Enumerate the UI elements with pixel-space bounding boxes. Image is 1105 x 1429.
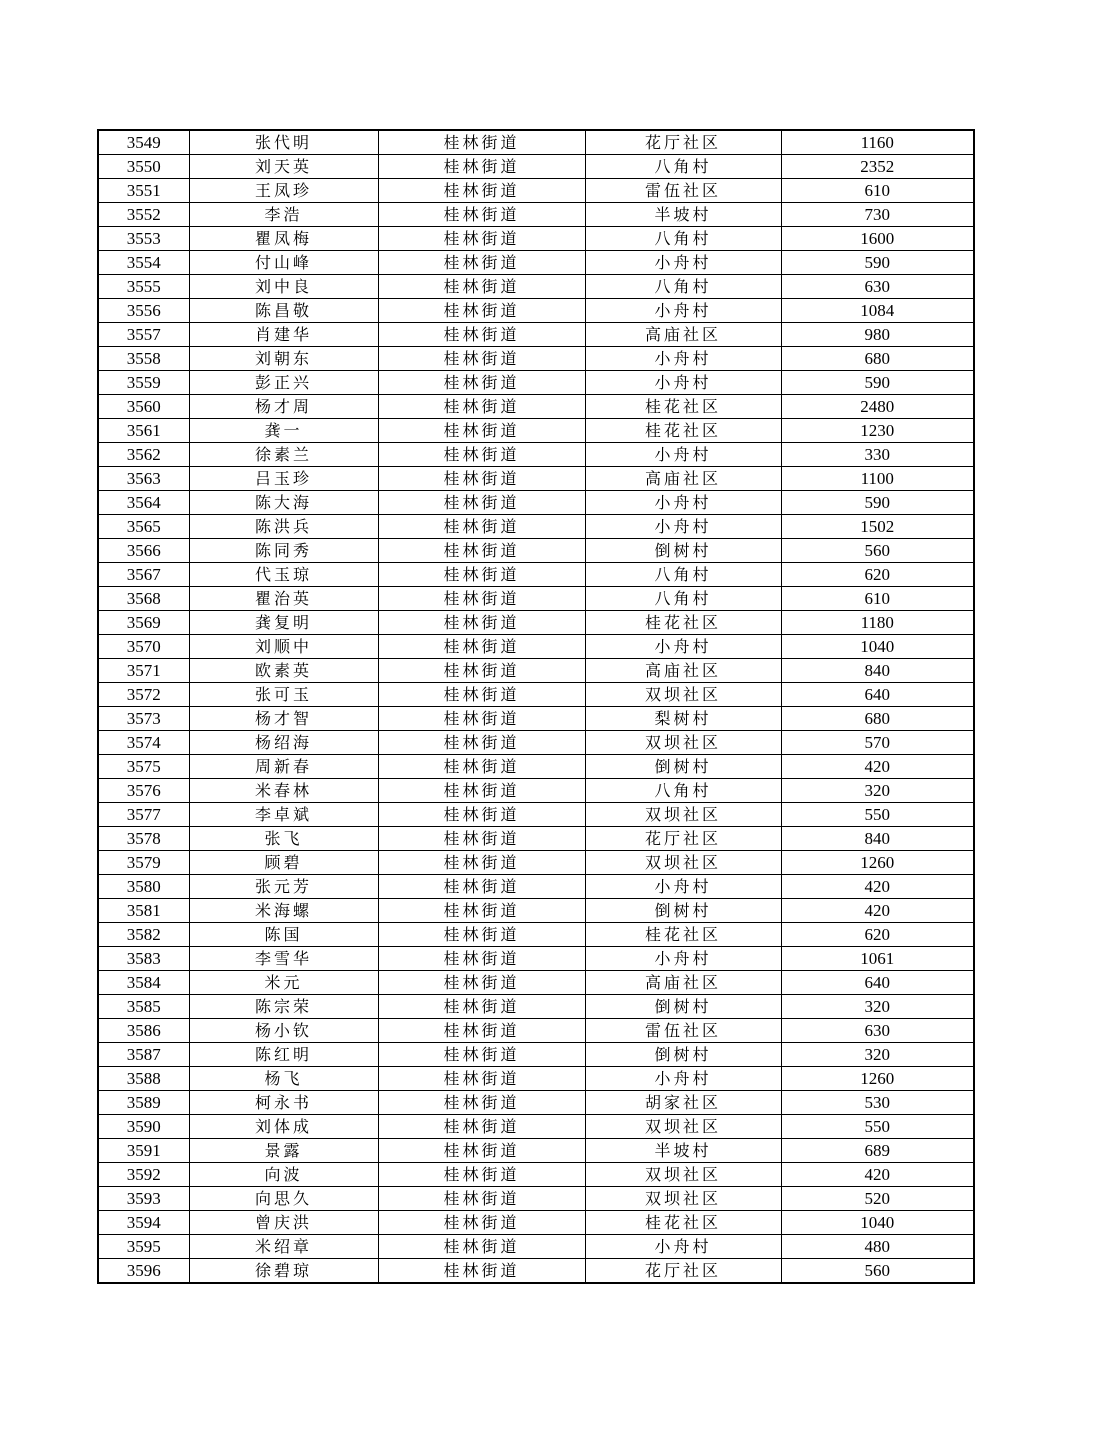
amount-cell: 1260 [781,1067,974,1091]
amount-cell: 1040 [781,1211,974,1235]
amount-cell: 330 [781,443,974,467]
street-cell: 桂林街道 [378,731,585,755]
street-cell: 桂林街道 [378,203,585,227]
person-name-cell: 刘朝东 [189,347,378,371]
person-name-cell: 代玉琼 [189,563,378,587]
person-name-cell: 向思久 [189,1187,378,1211]
serial-number-cell: 3549 [98,130,189,155]
serial-number-cell: 3577 [98,803,189,827]
table-row [98,611,974,635]
amount-cell: 590 [781,371,974,395]
person-name-cell: 柯永书 [189,1091,378,1115]
table-row [98,587,974,611]
community-cell: 双坝社区 [585,851,781,875]
community-cell: 双坝社区 [585,1187,781,1211]
community-cell: 倒树村 [585,899,781,923]
serial-number-cell: 3572 [98,683,189,707]
amount-cell: 550 [781,803,974,827]
table-row [98,155,974,179]
community-cell: 小舟村 [585,491,781,515]
amount-cell: 1160 [781,130,974,155]
street-cell: 桂林街道 [378,395,585,419]
amount-cell: 840 [781,827,974,851]
table-row [98,491,974,515]
community-cell: 桂花社区 [585,611,781,635]
person-name-cell: 陈国 [189,923,378,947]
community-cell: 双坝社区 [585,1115,781,1139]
community-cell: 小舟村 [585,515,781,539]
table-row [98,779,974,803]
serial-number-cell: 3575 [98,755,189,779]
community-cell: 八角村 [585,227,781,251]
street-cell: 桂林街道 [378,1091,585,1115]
community-cell: 雷伍社区 [585,179,781,203]
person-name-cell: 李卓斌 [189,803,378,827]
community-cell: 梨树村 [585,707,781,731]
community-cell: 桂花社区 [585,395,781,419]
amount-cell: 560 [781,539,974,563]
amount-cell: 980 [781,323,974,347]
table-row [98,923,974,947]
person-name-cell: 欧素英 [189,659,378,683]
table-row [98,515,974,539]
amount-cell: 640 [781,683,974,707]
community-cell: 双坝社区 [585,803,781,827]
community-cell: 胡家社区 [585,1091,781,1115]
amount-cell: 420 [781,755,974,779]
table-row [98,755,974,779]
person-name-cell: 米绍章 [189,1235,378,1259]
person-name-cell: 王凤珍 [189,179,378,203]
serial-number-cell: 3580 [98,875,189,899]
community-cell: 桂花社区 [585,419,781,443]
amount-cell: 590 [781,491,974,515]
serial-number-cell: 3564 [98,491,189,515]
table-row [98,275,974,299]
serial-number-cell: 3561 [98,419,189,443]
community-cell: 倒树村 [585,539,781,563]
street-cell: 桂林街道 [378,1115,585,1139]
serial-number-cell: 3562 [98,443,189,467]
amount-cell: 1061 [781,947,974,971]
amount-cell: 420 [781,899,974,923]
serial-number-cell: 3560 [98,395,189,419]
table-row [98,1019,974,1043]
serial-number-cell: 3590 [98,1115,189,1139]
table-row [98,635,974,659]
table-row [98,395,974,419]
table-row [98,563,974,587]
street-cell: 桂林街道 [378,635,585,659]
community-cell: 八角村 [585,563,781,587]
serial-number-cell: 3594 [98,1211,189,1235]
person-name-cell: 陈宗荣 [189,995,378,1019]
serial-number-cell: 3550 [98,155,189,179]
community-cell: 小舟村 [585,875,781,899]
community-cell: 高庙社区 [585,971,781,995]
street-cell: 桂林街道 [378,683,585,707]
table-row [98,803,974,827]
serial-number-cell: 3573 [98,707,189,731]
table-row [98,731,974,755]
street-cell: 桂林街道 [378,947,585,971]
community-cell: 八角村 [585,779,781,803]
person-name-cell: 周新春 [189,755,378,779]
community-cell: 雷伍社区 [585,1019,781,1043]
person-name-cell: 杨小钦 [189,1019,378,1043]
street-cell: 桂林街道 [378,899,585,923]
community-cell: 高庙社区 [585,323,781,347]
serial-number-cell: 3593 [98,1187,189,1211]
person-name-cell: 刘天英 [189,155,378,179]
person-name-cell: 杨飞 [189,1067,378,1091]
community-cell: 花厅社区 [585,827,781,851]
serial-number-cell: 3567 [98,563,189,587]
serial-number-cell: 3554 [98,251,189,275]
amount-cell: 840 [781,659,974,683]
serial-number-cell: 3583 [98,947,189,971]
person-name-cell: 李雪华 [189,947,378,971]
community-cell: 倒树村 [585,755,781,779]
street-cell: 桂林街道 [378,371,585,395]
person-name-cell: 米元 [189,971,378,995]
serial-number-cell: 3586 [98,1019,189,1043]
serial-number-cell: 3587 [98,1043,189,1067]
table-row [98,1067,974,1091]
person-name-cell: 陈昌敬 [189,299,378,323]
person-name-cell: 陈大海 [189,491,378,515]
table-row [98,1115,974,1139]
street-cell: 桂林街道 [378,467,585,491]
street-cell: 桂林街道 [378,1235,585,1259]
serial-number-cell: 3595 [98,1235,189,1259]
community-cell: 双坝社区 [585,683,781,707]
street-cell: 桂林街道 [378,851,585,875]
serial-number-cell: 3592 [98,1163,189,1187]
community-cell: 小舟村 [585,443,781,467]
amount-cell: 1502 [781,515,974,539]
amount-cell: 630 [781,275,974,299]
serial-number-cell: 3558 [98,347,189,371]
table-row [98,539,974,563]
table-row [98,1163,974,1187]
serial-number-cell: 3579 [98,851,189,875]
serial-number-cell: 3588 [98,1067,189,1091]
table-row [98,1091,974,1115]
amount-cell: 630 [781,1019,974,1043]
amount-cell: 1100 [781,467,974,491]
record-table-body [98,130,974,1283]
amount-cell: 320 [781,995,974,1019]
street-cell: 桂林街道 [378,275,585,299]
amount-cell: 1230 [781,419,974,443]
street-cell: 桂林街道 [378,347,585,371]
person-name-cell: 刘顺中 [189,635,378,659]
person-name-cell: 陈红明 [189,1043,378,1067]
amount-cell: 680 [781,707,974,731]
person-name-cell: 龚复明 [189,611,378,635]
serial-number-cell: 3555 [98,275,189,299]
person-name-cell: 杨绍海 [189,731,378,755]
table-row [98,1139,974,1163]
serial-number-cell: 3566 [98,539,189,563]
street-cell: 桂林街道 [378,707,585,731]
person-name-cell: 陈同秀 [189,539,378,563]
amount-cell: 550 [781,1115,974,1139]
community-cell: 桂花社区 [585,1211,781,1235]
amount-cell: 320 [781,1043,974,1067]
street-cell: 桂林街道 [378,563,585,587]
table-row [98,1187,974,1211]
amount-cell: 420 [781,875,974,899]
person-name-cell: 陈洪兵 [189,515,378,539]
street-cell: 桂林街道 [378,1187,585,1211]
amount-cell: 520 [781,1187,974,1211]
amount-cell: 1180 [781,611,974,635]
amount-cell: 590 [781,251,974,275]
amount-cell: 610 [781,179,974,203]
person-name-cell: 景露 [189,1139,378,1163]
amount-cell: 610 [781,587,974,611]
street-cell: 桂林街道 [378,155,585,179]
street-cell: 桂林街道 [378,923,585,947]
person-name-cell: 顾碧 [189,851,378,875]
person-name-cell: 瞿治英 [189,587,378,611]
table-row [98,683,974,707]
serial-number-cell: 3582 [98,923,189,947]
person-name-cell: 吕玉珍 [189,467,378,491]
street-cell: 桂林街道 [378,755,585,779]
table-row [98,995,974,1019]
street-cell: 桂林街道 [378,419,585,443]
person-name-cell: 刘中良 [189,275,378,299]
table-row [98,467,974,491]
community-cell: 小舟村 [585,371,781,395]
street-cell: 桂林街道 [378,515,585,539]
amount-cell: 320 [781,779,974,803]
person-name-cell: 杨才智 [189,707,378,731]
amount-cell: 2480 [781,395,974,419]
person-name-cell: 付山峰 [189,251,378,275]
table-row [98,227,974,251]
community-cell: 小舟村 [585,635,781,659]
table-row [98,179,974,203]
amount-cell: 620 [781,923,974,947]
community-cell: 双坝社区 [585,731,781,755]
street-cell: 桂林街道 [378,1019,585,1043]
street-cell: 桂林街道 [378,179,585,203]
amount-cell: 560 [781,1259,974,1284]
street-cell: 桂林街道 [378,779,585,803]
community-cell: 八角村 [585,155,781,179]
person-name-cell: 向波 [189,1163,378,1187]
table-row [98,1043,974,1067]
community-cell: 高庙社区 [585,659,781,683]
amount-cell: 420 [781,1163,974,1187]
amount-cell: 1600 [781,227,974,251]
serial-number-cell: 3589 [98,1091,189,1115]
table-row [98,875,974,899]
person-name-cell: 米海螺 [189,899,378,923]
serial-number-cell: 3578 [98,827,189,851]
table-row [98,659,974,683]
street-cell: 桂林街道 [378,1043,585,1067]
amount-cell: 730 [781,203,974,227]
amount-cell: 1040 [781,635,974,659]
serial-number-cell: 3559 [98,371,189,395]
table-row [98,947,974,971]
table-row [98,419,974,443]
serial-number-cell: 3553 [98,227,189,251]
street-cell: 桂林街道 [378,1211,585,1235]
table-row [98,443,974,467]
street-cell: 桂林街道 [378,299,585,323]
table-row [98,971,974,995]
amount-cell: 570 [781,731,974,755]
community-cell: 花厅社区 [585,130,781,155]
table-row [98,323,974,347]
person-name-cell: 肖建华 [189,323,378,347]
amount-cell: 1084 [781,299,974,323]
street-cell: 桂林街道 [378,827,585,851]
table-row [98,371,974,395]
table-row [98,827,974,851]
street-cell: 桂林街道 [378,251,585,275]
serial-number-cell: 3585 [98,995,189,1019]
community-cell: 半坡村 [585,203,781,227]
person-name-cell: 张代明 [189,130,378,155]
person-name-cell: 彭正兴 [189,371,378,395]
person-name-cell: 张飞 [189,827,378,851]
serial-number-cell: 3551 [98,179,189,203]
street-cell: 桂林街道 [378,227,585,251]
amount-cell: 680 [781,347,974,371]
serial-number-cell: 3565 [98,515,189,539]
amount-cell: 689 [781,1139,974,1163]
serial-number-cell: 3568 [98,587,189,611]
community-cell: 小舟村 [585,251,781,275]
serial-number-cell: 3581 [98,899,189,923]
community-cell: 双坝社区 [585,1163,781,1187]
serial-number-cell: 3576 [98,779,189,803]
person-name-cell: 杨才周 [189,395,378,419]
table-row [98,347,974,371]
person-name-cell: 徐素兰 [189,443,378,467]
table-row [98,203,974,227]
record-table [97,129,975,1284]
person-name-cell: 龚一 [189,419,378,443]
community-cell: 桂花社区 [585,923,781,947]
street-cell: 桂林街道 [378,1067,585,1091]
street-cell: 桂林街道 [378,875,585,899]
person-name-cell: 瞿凤梅 [189,227,378,251]
community-cell: 倒树村 [585,1043,781,1067]
table-row [98,1259,974,1284]
community-cell: 八角村 [585,275,781,299]
street-cell: 桂林街道 [378,587,585,611]
table-row [98,851,974,875]
street-cell: 桂林街道 [378,659,585,683]
table-row [98,130,974,155]
person-name-cell: 米春林 [189,779,378,803]
amount-cell: 530 [781,1091,974,1115]
community-cell: 小舟村 [585,947,781,971]
serial-number-cell: 3557 [98,323,189,347]
serial-number-cell: 3552 [98,203,189,227]
street-cell: 桂林街道 [378,971,585,995]
table-row [98,707,974,731]
table-row [98,1235,974,1259]
person-name-cell: 张元芳 [189,875,378,899]
street-cell: 桂林街道 [378,443,585,467]
street-cell: 桂林街道 [378,1163,585,1187]
community-cell: 小舟村 [585,1067,781,1091]
community-cell: 小舟村 [585,347,781,371]
serial-number-cell: 3571 [98,659,189,683]
serial-number-cell: 3569 [98,611,189,635]
person-name-cell: 曾庆洪 [189,1211,378,1235]
street-cell: 桂林街道 [378,995,585,1019]
amount-cell: 1260 [781,851,974,875]
community-cell: 半坡村 [585,1139,781,1163]
street-cell: 桂林街道 [378,1139,585,1163]
community-cell: 小舟村 [585,1235,781,1259]
table-row [98,1211,974,1235]
serial-number-cell: 3563 [98,467,189,491]
street-cell: 桂林街道 [378,130,585,155]
community-cell: 高庙社区 [585,467,781,491]
table-row [98,251,974,275]
amount-cell: 480 [781,1235,974,1259]
serial-number-cell: 3570 [98,635,189,659]
person-name-cell: 李浩 [189,203,378,227]
person-name-cell: 徐碧琼 [189,1259,378,1284]
community-cell: 倒树村 [585,995,781,1019]
table-row [98,299,974,323]
serial-number-cell: 3556 [98,299,189,323]
street-cell: 桂林街道 [378,323,585,347]
community-cell: 小舟村 [585,299,781,323]
street-cell: 桂林街道 [378,1259,585,1284]
community-cell: 八角村 [585,587,781,611]
street-cell: 桂林街道 [378,611,585,635]
street-cell: 桂林街道 [378,491,585,515]
serial-number-cell: 3574 [98,731,189,755]
amount-cell: 640 [781,971,974,995]
community-cell: 花厅社区 [585,1259,781,1284]
amount-cell: 2352 [781,155,974,179]
person-name-cell: 刘体成 [189,1115,378,1139]
street-cell: 桂林街道 [378,539,585,563]
street-cell: 桂林街道 [378,803,585,827]
table-row [98,899,974,923]
amount-cell: 620 [781,563,974,587]
person-name-cell: 张可玉 [189,683,378,707]
serial-number-cell: 3591 [98,1139,189,1163]
serial-number-cell: 3584 [98,971,189,995]
serial-number-cell: 3596 [98,1259,189,1284]
